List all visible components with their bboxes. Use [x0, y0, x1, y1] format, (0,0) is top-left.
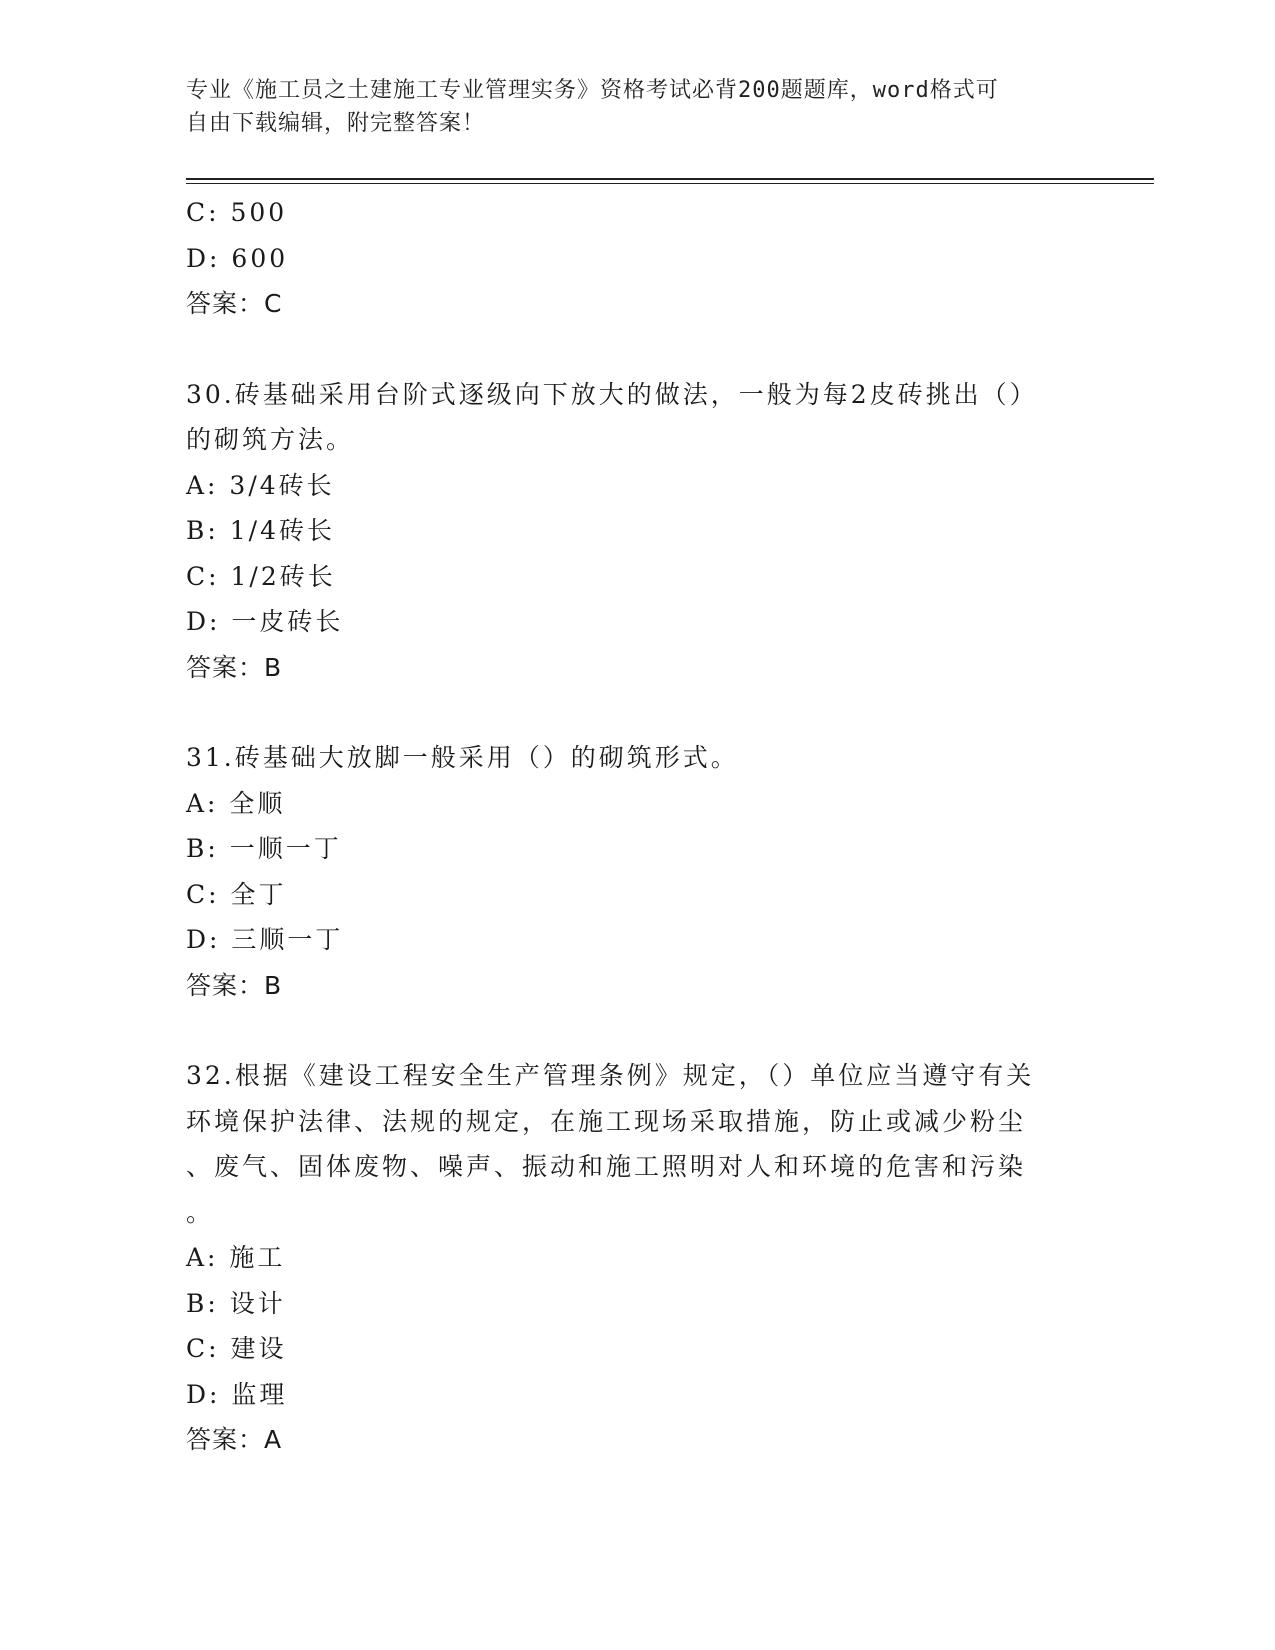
option-c: C: 全丁 [186, 879, 287, 909]
option-b: B: 设计 [186, 1288, 286, 1318]
option-a: A: 施工 [186, 1243, 286, 1272]
question-stem-line: 、废气、固体废物、噪声、振动和施工照明对人和环境的危害和污染 [186, 1152, 1027, 1181]
question-stem-line: 31.砖基础大放脚一般采用（）的砌筑形式。 [186, 743, 739, 772]
header-line-2: 自由下载编辑，附完整答案！ [186, 111, 486, 136]
header-rule-thick [186, 178, 1154, 180]
header-line-1: 专业《施工员之土建施工专业管理实务》资格考试必背200题题库，word格式可 [186, 78, 999, 103]
question-stem-line: 。 [186, 1197, 215, 1227]
option-b: B: 一顺一丁 [186, 834, 342, 863]
spacer [186, 327, 1086, 372]
question-stem-line: 环境保护法律、法规的规定，在施工现场采取措施，防止或减少粉尘 [186, 1106, 1027, 1136]
option-d: D: 监理 [186, 1379, 288, 1409]
answer-line: 答案：B [186, 970, 283, 1000]
spacer [186, 690, 1086, 735]
question-32 [186, 1053, 1086, 1463]
answer-line: 答案：C [186, 289, 283, 318]
document-content [186, 190, 1086, 1463]
question-fragment [186, 190, 1086, 327]
question-30 [186, 372, 1086, 691]
document-header [186, 74, 1066, 140]
question-stem-line: 32.根据《建设工程安全生产管理条例》规定，（）单位应当遵守有关 [186, 1061, 1035, 1090]
option-b: B: 1/4砖长 [186, 516, 335, 545]
option-d: D: 600 [186, 243, 289, 273]
question-stem-line: 30.砖基础采用台阶式逐级向下放大的做法，一般为每2皮砖挑出（） [186, 379, 1038, 409]
question-stem-line: 的砌筑方法。 [186, 425, 355, 454]
option-d: D: 一皮砖长 [186, 607, 344, 636]
spacer [186, 1008, 1086, 1053]
option-c: C: 500 [186, 198, 288, 227]
option-d: D: 三顺一丁 [186, 925, 344, 954]
question-31 [186, 735, 1086, 1008]
answer-line: 答案：B [186, 652, 283, 682]
option-a: A: 3/4砖长 [186, 470, 335, 500]
option-a: A: 全顺 [186, 788, 286, 818]
option-c: C: 建设 [186, 1334, 287, 1363]
answer-line: 答案：A [186, 1425, 283, 1454]
option-c: C: 1/2砖长 [186, 561, 336, 591]
header-rule-thin [186, 183, 1154, 184]
